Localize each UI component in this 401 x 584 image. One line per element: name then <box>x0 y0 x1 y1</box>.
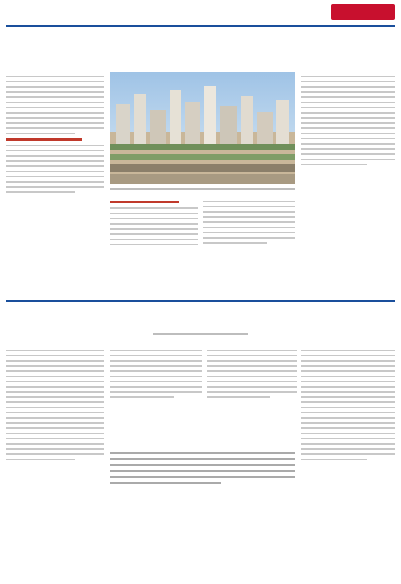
article1-col-left <box>6 72 104 197</box>
article1-subheading <box>6 138 82 140</box>
photo-caption <box>110 185 295 194</box>
article2-col-2 <box>110 346 202 401</box>
article2-col-1 <box>6 346 104 464</box>
section-divider <box>6 300 395 302</box>
article2-pull-quote <box>110 448 295 506</box>
article1-col-mid-a <box>110 197 198 249</box>
newspaper-logo <box>331 4 395 20</box>
masthead <box>6 3 395 27</box>
masthead-left <box>6 3 14 21</box>
article2-col-3 <box>207 346 297 401</box>
article1-col-right <box>301 72 395 169</box>
article1-col-mid-b <box>203 197 295 247</box>
article1-photo <box>110 72 295 184</box>
article1-subheading-2 <box>110 201 179 203</box>
article2-byline <box>6 330 395 338</box>
article2-col-4 <box>301 346 395 464</box>
